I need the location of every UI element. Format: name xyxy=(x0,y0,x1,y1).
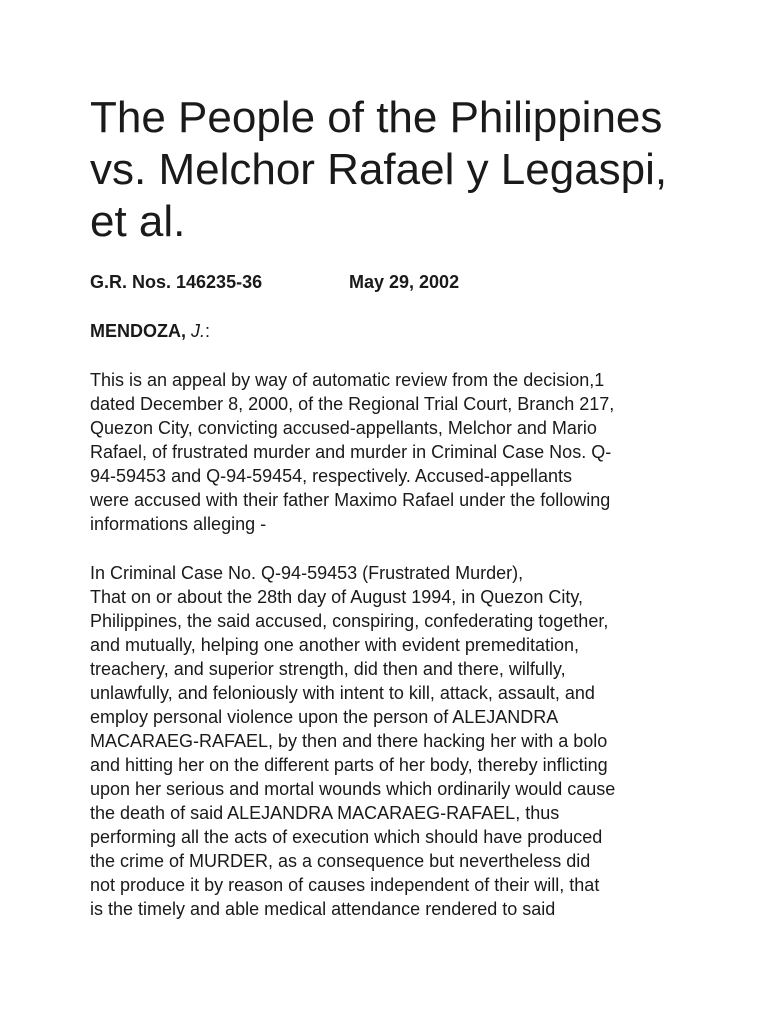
text-line: is the timely and able medical attendance rendered to said xyxy=(90,899,556,919)
case-meta xyxy=(90,270,690,294)
text-line: That on or about the 28th day of August 1994, in Quezon City, xyxy=(90,587,583,607)
text-line: Rafael, of frustrated murder and murder in Criminal Case Nos. Q- xyxy=(90,442,612,462)
text-line: not produce it by reason of causes independent of their will, that xyxy=(90,875,600,895)
text-line: This is an appeal by way of automatic review from the decision,1 xyxy=(90,370,605,390)
title-line: et al. xyxy=(90,197,186,246)
text-line: MACARAEG-RAFAEL, by then and there hacking her with a bolo xyxy=(90,731,608,751)
paragraph-information xyxy=(90,561,690,921)
text-line: In Criminal Case No. Q-94-59453 (Frustrated Murder), xyxy=(90,563,524,583)
text-line: dated December 8, 2000, of the Regional Trial Court, Branch 217, xyxy=(90,394,615,414)
title-line: The People of the Philippines xyxy=(90,93,663,142)
ponente xyxy=(90,319,690,343)
text-line: treachery, and superior strength, did then and there, wilfully, xyxy=(90,659,566,679)
text-line: Philippines, the said accused, conspiring, confederating together, xyxy=(90,611,609,631)
text-line: informations alleging - xyxy=(90,514,267,534)
paragraph-intro xyxy=(90,368,690,536)
text-line: the death of said ALEJANDRA MACARAEG-RAFAEL, thus xyxy=(90,803,560,823)
text-line: were accused with their father Maximo Rafael under the following xyxy=(90,490,611,510)
decision-date: May 29, 2002 xyxy=(349,272,460,292)
ponente-colon: : xyxy=(205,321,211,341)
document-page xyxy=(90,92,690,921)
document-title xyxy=(90,92,690,248)
text-line: and mutually, helping one another with evident premeditation, xyxy=(90,635,579,655)
text-line: the crime of MURDER, as a consequence but nevertheless did xyxy=(90,851,591,871)
text-line: upon her serious and mortal wounds which ordinarily would cause xyxy=(90,779,616,799)
text-line: 94-59453 and Q-94-59454, respectively. Accused-appellants xyxy=(90,466,572,486)
text-line: performing all the acts of execution which should have produced xyxy=(90,827,603,847)
text-line: unlawfully, and feloniously with intent to kill, attack, assault, and xyxy=(90,683,595,703)
text-line: and hitting her on the different parts of her body, thereby inflicting xyxy=(90,755,608,775)
text-line: Quezon City, convicting accused-appellants, Melchor and Mario xyxy=(90,418,597,438)
text-line: employ personal violence upon the person of ALEJANDRA xyxy=(90,707,559,727)
ponente-role: J. xyxy=(191,321,206,341)
ponente-name: MENDOZA, xyxy=(90,321,191,341)
title-line: vs. Melchor Rafael y Legaspi, xyxy=(90,145,668,194)
gr-numbers: G.R. Nos. 146235-36 xyxy=(90,272,263,292)
